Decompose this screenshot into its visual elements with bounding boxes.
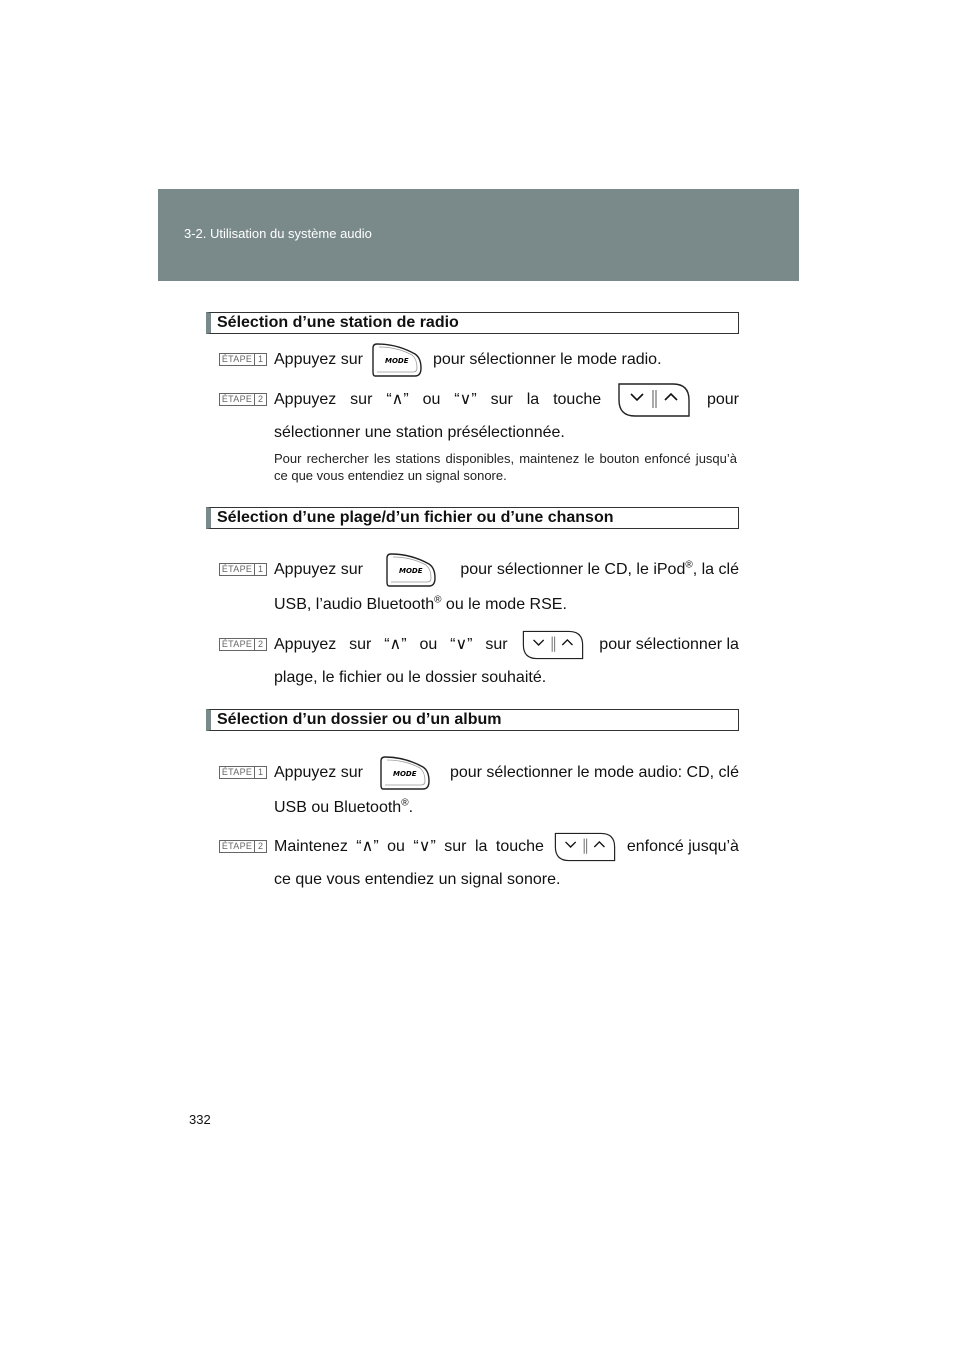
step-track-1: ÉTAPE 1 Appuyez sur MODE pour sélectionner le CD, le iPod®, la clé USB, l’audio Bluetooth® ou le mode RSE.	[219, 560, 739, 620]
svg-text:MODE: MODE	[398, 567, 423, 575]
step-badge: ÉTAPE 2	[219, 638, 267, 651]
step-badge: ÉTAPE 2	[219, 393, 267, 406]
seek-button-icon	[552, 827, 618, 867]
section-title-radio: Sélection d’une station de radio	[206, 312, 739, 334]
chapter-title: 3-2. Utilisation du système audio	[184, 226, 372, 241]
svg-text:MODE: MODE	[384, 357, 409, 365]
step-folder-2: ÉTAPE 2 Maintenez “∧” ou “∨” sur la touche enfoncé jusqu’à ce que vous entendiez un signal sonore.	[219, 837, 739, 897]
mode-button-icon	[371, 342, 425, 378]
mode-button-icon	[385, 552, 439, 588]
page-number: 332	[189, 1112, 211, 1127]
step-badge: ÉTAPE 1	[219, 766, 267, 779]
step-badge: ÉTAPE 2	[219, 840, 267, 853]
seek-button-icon	[615, 380, 693, 420]
section-title-track: Sélection d’une plage/d’un fichier ou d’une chanson	[206, 507, 739, 529]
svg-text:MODE: MODE	[393, 770, 417, 778]
step-folder-1: ÉTAPE 1 Appuyez sur MODE pour sélectionner le mode audio: CD, clé USB ou Bluetooth®.	[219, 763, 739, 823]
seek-button-icon	[520, 625, 586, 665]
step-track-2: ÉTAPE 2 Appuyez sur “∧” ou “∨” sur pour sélectionner la plage, le fichier ou le dossier souhaité.	[219, 635, 739, 695]
mode-button-icon	[379, 755, 433, 791]
step-radio-2: ÉTAPE 2 Appuyez sur “∧” ou “∨” sur la touche pour sélectionner une station présélectionnée.	[219, 390, 739, 450]
step-radio-1: ÉTAPE 1 Appuyez sur MODE pour sélectionner le mode radio.	[219, 350, 739, 380]
note-radio: Pour rechercher les stations disponibles, maintenez le bouton enfoncé jusqu’à ce que vous entendiez un signal sonore.	[274, 451, 737, 483]
section-title-folder: Sélection d’un dossier ou d’un album	[206, 709, 739, 731]
header-band	[158, 189, 799, 281]
step-badge: ÉTAPE 1	[219, 353, 267, 366]
step-badge: ÉTAPE 1	[219, 563, 267, 576]
